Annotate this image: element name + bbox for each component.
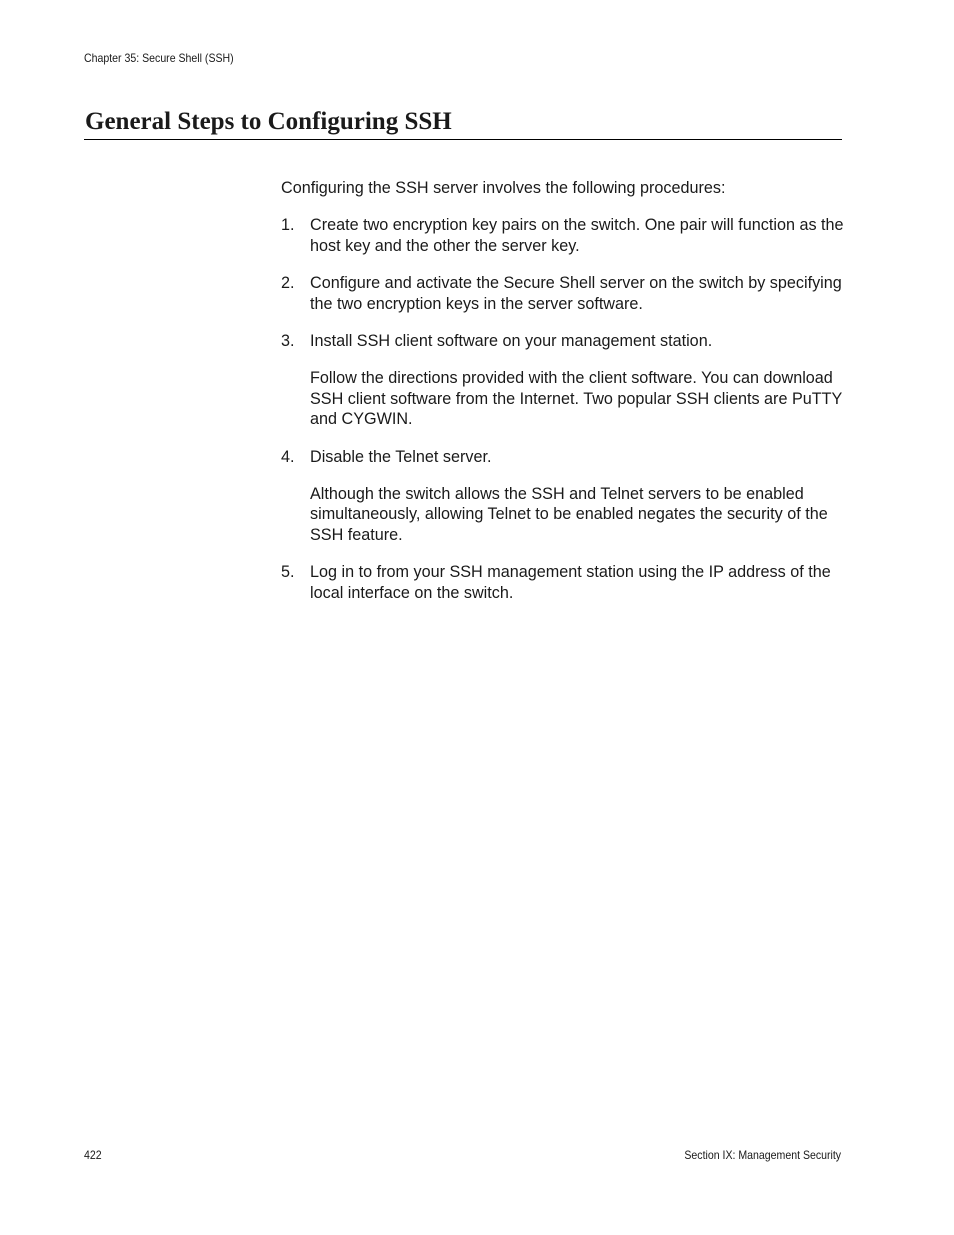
step-text: Log in to from your SSH management station using the IP address of the local interface on the switch. bbox=[310, 563, 831, 602]
procedure-step bbox=[281, 215, 851, 256]
running-header: Chapter 35: Secure Shell (SSH) bbox=[84, 51, 234, 65]
step-number: 5. bbox=[281, 563, 295, 582]
procedure-step bbox=[281, 562, 851, 603]
procedure-step bbox=[281, 331, 851, 430]
step-note: Follow the directions provided with the client software. You can download SSH client software from the Internet. Two popular SSH clients are PuTTY and CYGWIN. bbox=[310, 369, 843, 429]
intro-paragraph: Configuring the SSH server involves the following procedures: bbox=[281, 179, 726, 197]
step-text: Disable the Telnet server. bbox=[310, 447, 492, 466]
page-number: 422 bbox=[84, 1148, 102, 1162]
section-title: General Steps to Configuring SSH bbox=[85, 108, 452, 135]
procedure-step bbox=[281, 273, 851, 314]
footer-section-label: Section IX: Management Security bbox=[684, 1148, 841, 1162]
section-body bbox=[281, 178, 851, 620]
step-number: 4. bbox=[281, 447, 295, 466]
procedure-list bbox=[281, 215, 851, 603]
procedure-step bbox=[281, 447, 851, 546]
step-text: Configure and activate the Secure Shell server on the switch by specifying the two encryption keys in the server software. bbox=[310, 274, 842, 313]
step-number: 1. bbox=[281, 216, 295, 235]
step-note: Although the switch allows the SSH and Telnet servers to be enabled simultaneously, allowing Telnet to be enabled negates the security of the SSH feature. bbox=[310, 485, 828, 544]
step-text: Create two encryption key pairs on the switch. One pair will function as the host key and the other the server key. bbox=[310, 216, 844, 255]
step-text: Install SSH client software on your management station. bbox=[310, 332, 713, 351]
step-number: 2. bbox=[281, 274, 295, 293]
heading-divider bbox=[84, 139, 842, 140]
step-number: 3. bbox=[281, 332, 295, 351]
